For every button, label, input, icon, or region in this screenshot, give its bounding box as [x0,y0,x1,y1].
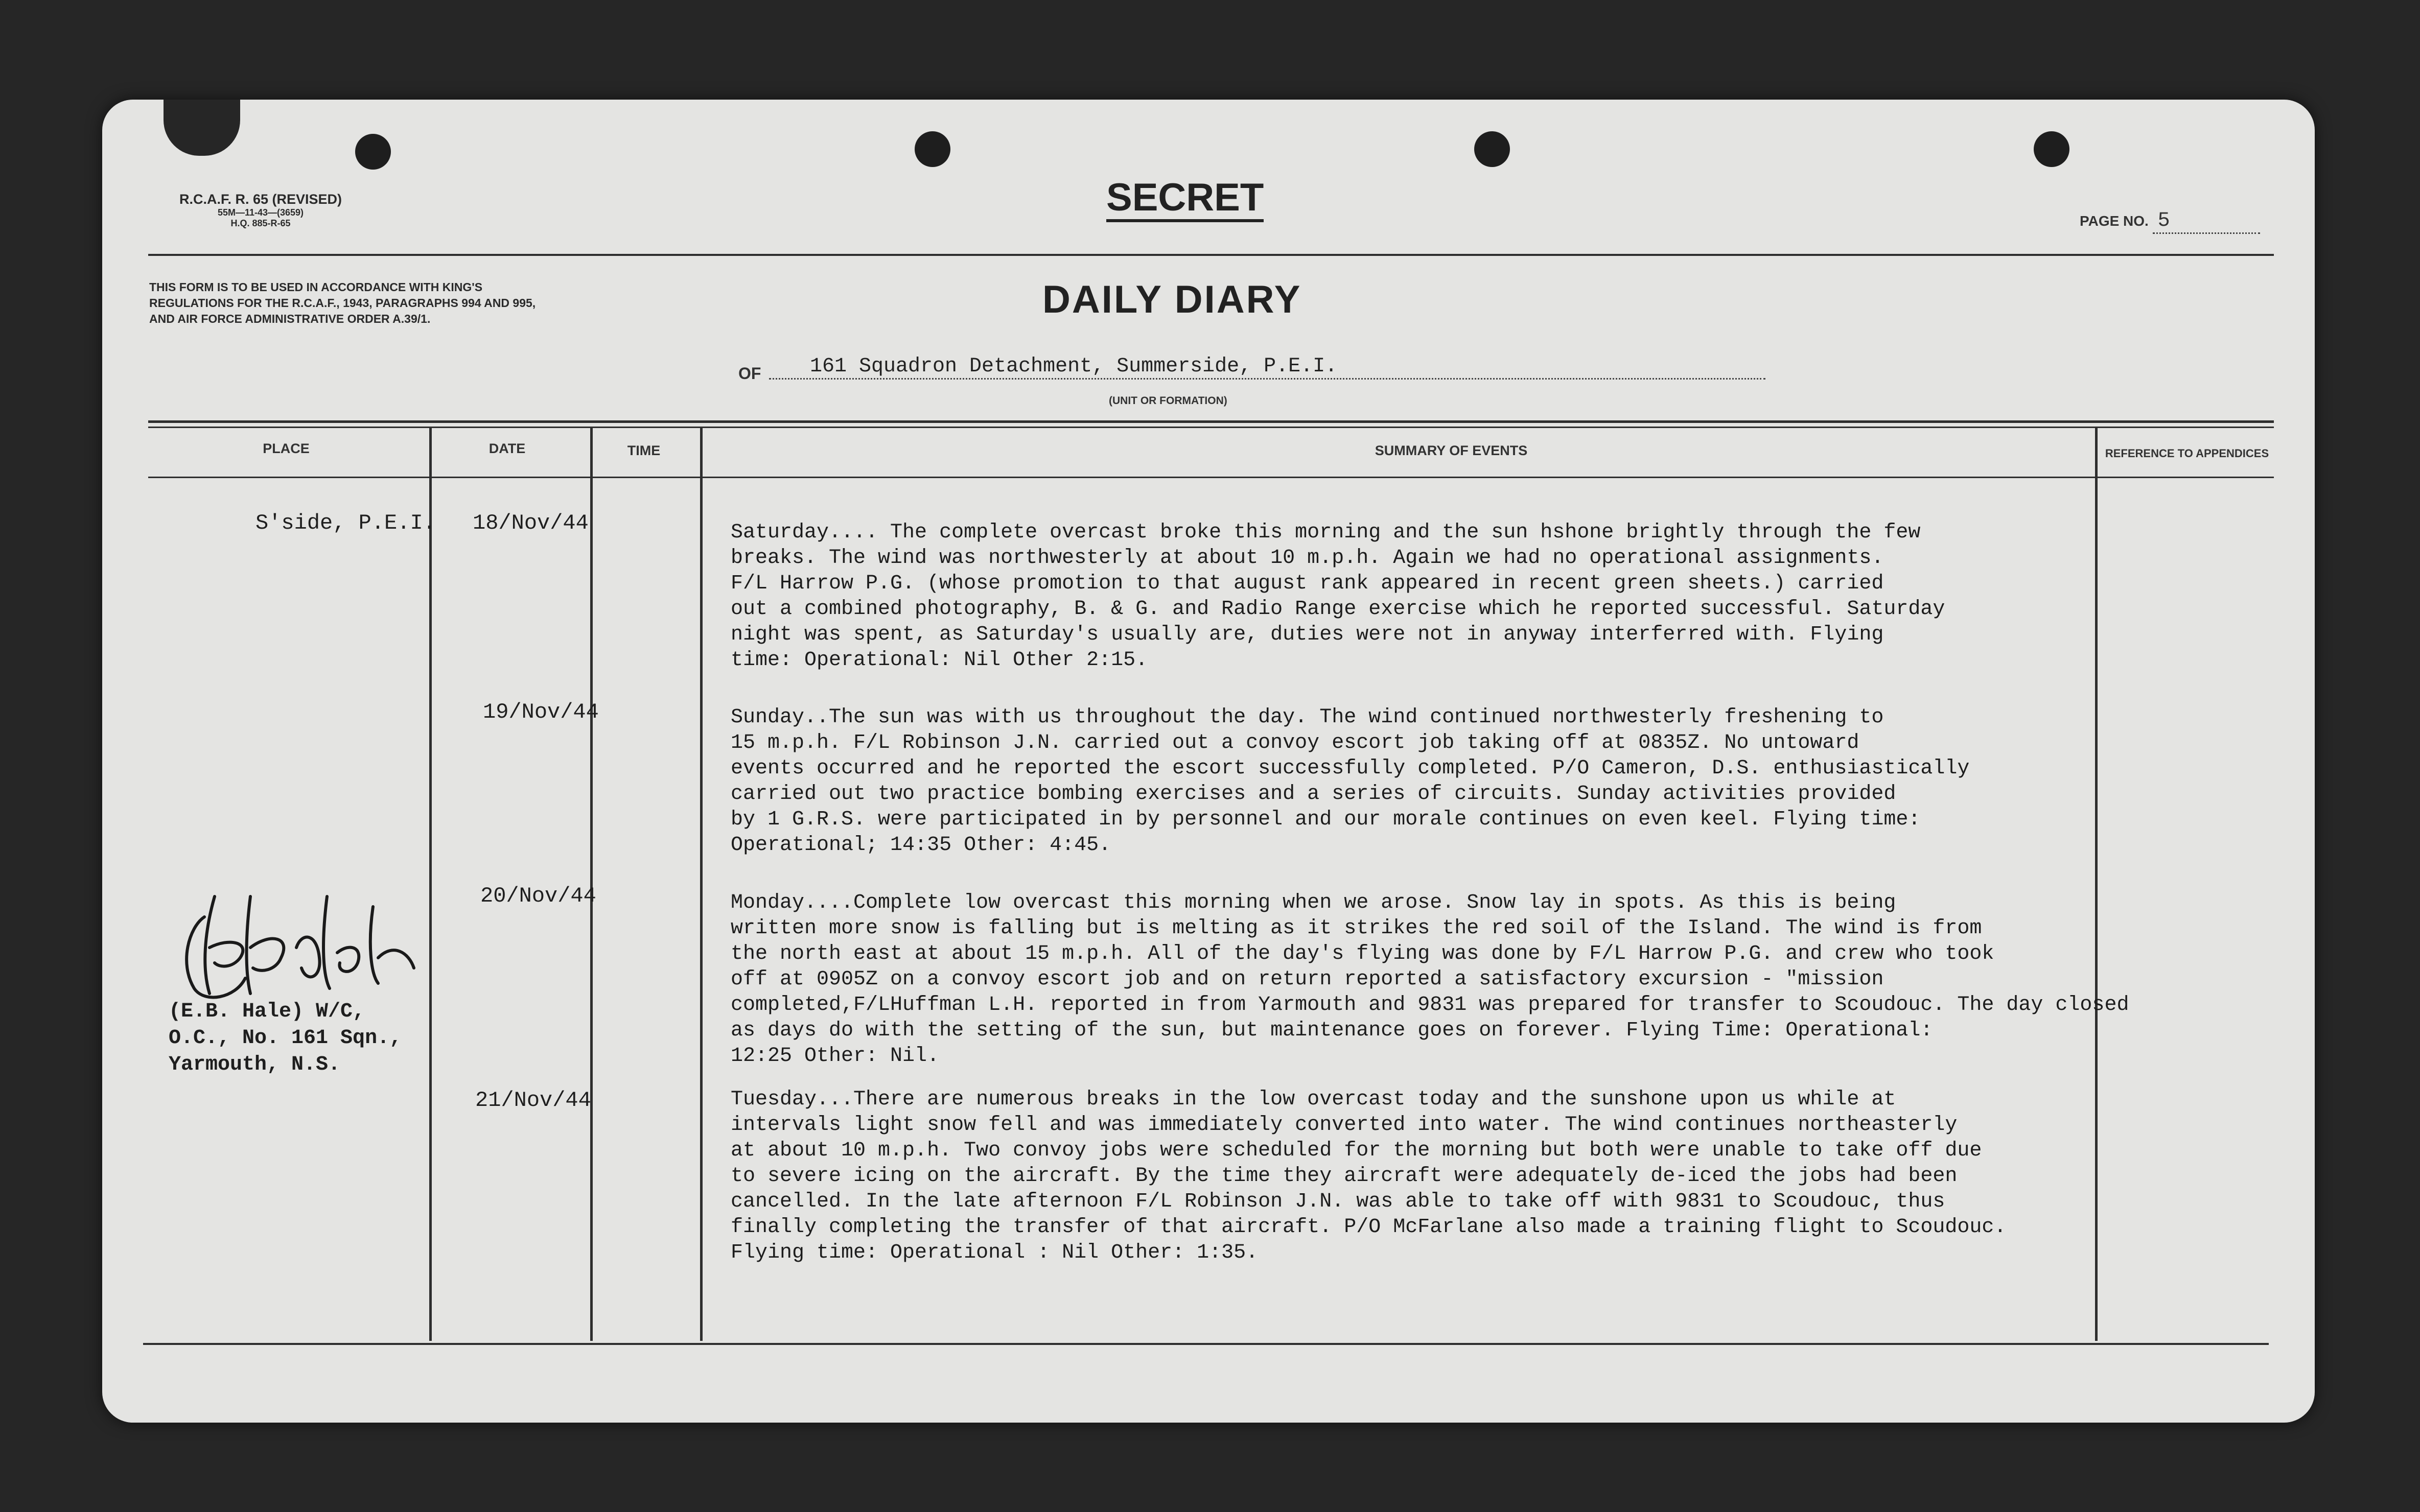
column-header-date: DATE [488,441,526,456]
signature-position: O.C., No. 161 Sqn., [169,1027,402,1050]
binder-hole [915,131,950,167]
diary-page [102,100,2315,1423]
date-cell: 18/Nov/44 [473,511,589,535]
column-divider [700,427,703,1341]
column-divider [429,427,432,1341]
page-number-field [2080,209,2260,234]
binder-hole [1474,131,1510,167]
header-rule [148,254,2274,256]
summary-entry: Sunday..The sun was with us throughout the day. The wind continued northwesterly freshening to 15 m.p.h. F/L Robinson J.N. carried out a convoy escort job taking off at 0835Z. No untoward events occurred and he reported the escort successfully completed. P/O Cameron, D.S. enthusiastically carried out two practice bombing exercises and a series of circuits. Sunday activities provided by 1 G.R.S. were participated in by personnel and our morale continues on even keel. Flying time: Operational; 14:35 Other: 4:45. [731,706,1970,857]
summary-entry: Tuesday...There are numerous breaks in the low overcast today and the sunshone upon us while at intervals light snow fell and was immediately converted into water. The wind continues northeasterly at about 10 m.p.h. Two convoy jobs were scheduled for the morning but both were unable to take off due to severe icing on the aircraft. By the time they aircraft were adequately de-iced the jobs had been cancelled. In the late afternoon F/L Robinson J.N. was able to take off with 9831 to Scoudouc, thus finally completing the transfer of that aircraft. P/O McFarlane also made a training flight to Scoudouc. Flying time: Operational : Nil Other: 1:35. [731,1088,2007,1264]
date-cell: 20/Nov/44 [480,884,596,908]
of-label: OF [738,364,761,383]
column-header-time: TIME [627,443,661,458]
handwritten-signature [174,886,439,1009]
column-header-reference: REFERENCE TO APPENDICES [2105,447,2269,460]
table-top-rule [148,427,2274,428]
binder-hole [2034,131,2069,167]
classification-heading: SECRET [1106,176,1264,222]
signature-name: (E.B. Hale) W/C, [169,1000,365,1023]
form-code: R.C.A.F. R. 65 (REVISED) [179,192,342,207]
summary-entry: Monday....Complete low overcast this morning when we arose. Snow lay in spots. As this is being written more snow is falling but is melting as it strikes the red soil of the Island. The wind is from the north east at about 15 m.p.h. All of the day's flying was done by F/L Harrow P.G. and crew who took off at 0905Z on a convoy escort job and on return reported a satisfactory excursion - "mission completed,F/LHuffman L.H. reported in from Yarmouth and 9831 was prepared for transfer to Scoudouc. The day closed as days do with the setting of the sun, but maintenance goes on forever. Flying Time: Operational: 12:25 Other: Nil. [731,891,2129,1068]
diary-title: DAILY DIARY [1042,278,1302,321]
regulations-notice: THIS FORM IS TO BE USED IN ACCORDANCE WITH KING'S REGULATIONS FOR THE R.C.A.F., 1943, PARAGRAPHS 994 AND 995, AND AIR FORCE ADMINISTRATIVE ORDER A.39/1. [149,280,536,326]
torn-corner [164,100,240,156]
column-header-summary: SUMMARY OF EVENTS [1375,443,1528,458]
column-header-rule [148,477,2274,478]
date-cell: 21/Nov/44 [475,1088,591,1113]
form-identifier [164,192,358,229]
form-print-line: H.Q. 885-R-65 [230,218,291,228]
signature-block [169,999,402,1078]
signature-location: Yarmouth, N.S. [169,1053,341,1076]
date-cell: 19/Nov/44 [483,700,599,724]
form-print-line: 55M—11-43—(3659) [217,207,304,218]
place-cell: S'side, P.E.I. [255,511,436,535]
binder-hole [355,134,391,170]
table-top-rule [148,420,2274,423]
page-number-label: PAGE NO. [2080,213,2149,229]
table-bottom-rule [143,1343,2269,1345]
summary-entry: Saturday.... The complete overcast broke this morning and the sun hshone brightly through the few breaks. The wind was northwesterly at about 10 m.p.h. Again we had no operational assignments. F/L Harrow P.G. (whose promotion to that august rank appeared in recent green sheets.) carried out a combined photography, B. & G. and Radio Range exercise which he reported successful. Saturday night was spent, as Saturday's usually are, duties were not in anyway interferred with. Flying time: Operational: Nil Other 2:15. [731,521,1945,672]
unit-name: 161 Squadron Detachment, Summerside, P.E.I. [769,355,1765,380]
page-number-value: 5 [2153,209,2260,234]
unit-caption: (UNIT OR FORMATION) [1109,395,1227,407]
column-header-place: PLACE [263,441,310,456]
